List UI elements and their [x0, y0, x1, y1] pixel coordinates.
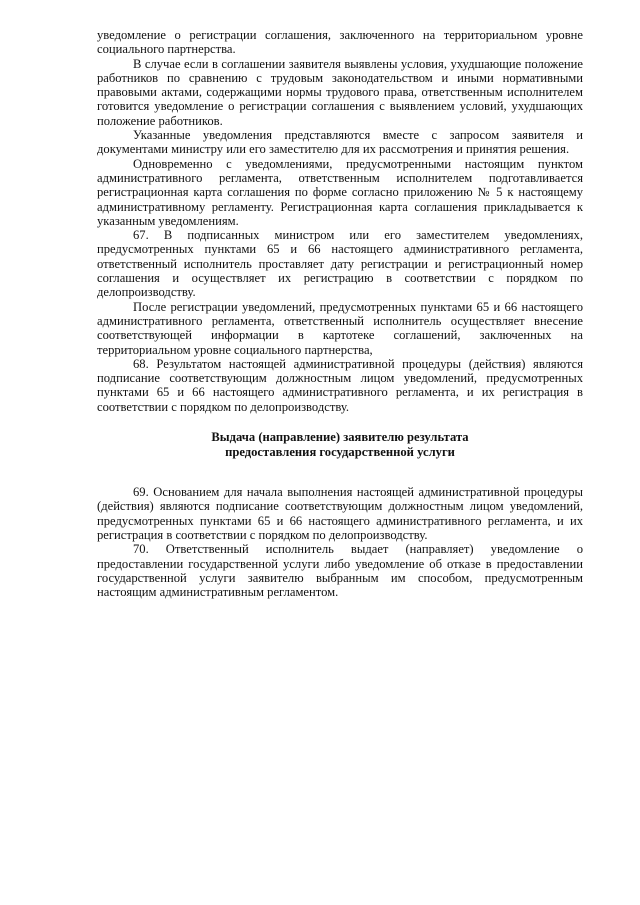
section-heading: [97, 430, 583, 459]
paragraph-notifications-submitted: Указанные уведомления представляются вместе с запросом заявителя и документами министру или его заместителю для их рассмотрения и принятия решения.: [97, 128, 583, 157]
paragraph-worsening-conditions: В случае если в соглашении заявителя выявлены условия, ухудшающие положение работников по сравнению с трудовым законодательством и иными нормативными правовыми актами, содержащими нормы трудового права, ответственным исполнителем готовится уведомление о регистрации соглашения с выявлением условий, ухудшающих положение работников.: [97, 56, 583, 128]
paragraph-registration-card: Одновременно с уведомлениями, предусмотренными настоящим пунктом административного регламента, ответственным исполнителем подготавливается регистрационная карта соглашения по форме согласно приложению № 5 к настоящему административному регламенту. Регистрационная карта соглашения прикладывается к указанным уведомлениям.: [97, 156, 583, 228]
section-heading-line-1: Выдача (направление) заявителю результата: [211, 430, 469, 445]
document-page: [97, 28, 583, 599]
paragraph-after-registration: После регистрации уведомлений, предусмотренных пунктами 65 и 66 настоящего административного регламента, ответственный исполнитель осуществляет внесение соответствующей информации в картотеке соглашений, заключенных на территориальном уровне социального партнерства,: [97, 299, 583, 357]
section-heading-line-2: предоставления государственной услуги: [225, 444, 455, 459]
paragraph-item-69: 69. Основанием для начала выполнения настоящей административной процедуры (действия) являются подписание соответствующим должностным лицом уведомлений, предусмотренных пунктами 65 и 66 настоящего административного регламента, и их регистрация в соответствии с порядком по делопроизводству.: [97, 485, 583, 542]
paragraph-item-70: 70. Ответственный исполнитель выдает (направляет) уведомление о предоставлении государственной услуги либо уведомление об отказе в предоставлении государственной услуги заявителю выбранным им способом, предусмотренным настоящим административным регламентом.: [97, 542, 583, 600]
paragraph-item-68: 68. Результатом настоящей административной процедуры (действия) являются подписание соответствующим должностным лицом уведомлений, предусмотренных пунктами 65 и 66 настоящего административного регламента, и их регистрация в соответствии с порядком по делопроизводству.: [97, 356, 583, 414]
paragraph-item-67: 67. В подписанных министром или его заместителем уведомлениях, предусмотренных пунктами 65 и 66 настоящего административного регламента, ответственный исполнитель проставляет дату регистрации и регистрационный номер соглашения и осуществляет их регистрацию в соответствии с порядком по делопроизводству.: [97, 228, 583, 300]
paragraph-continuation: уведомление о регистрации соглашения, заключенного на территориальном уровне социального партнерства.: [97, 28, 583, 57]
